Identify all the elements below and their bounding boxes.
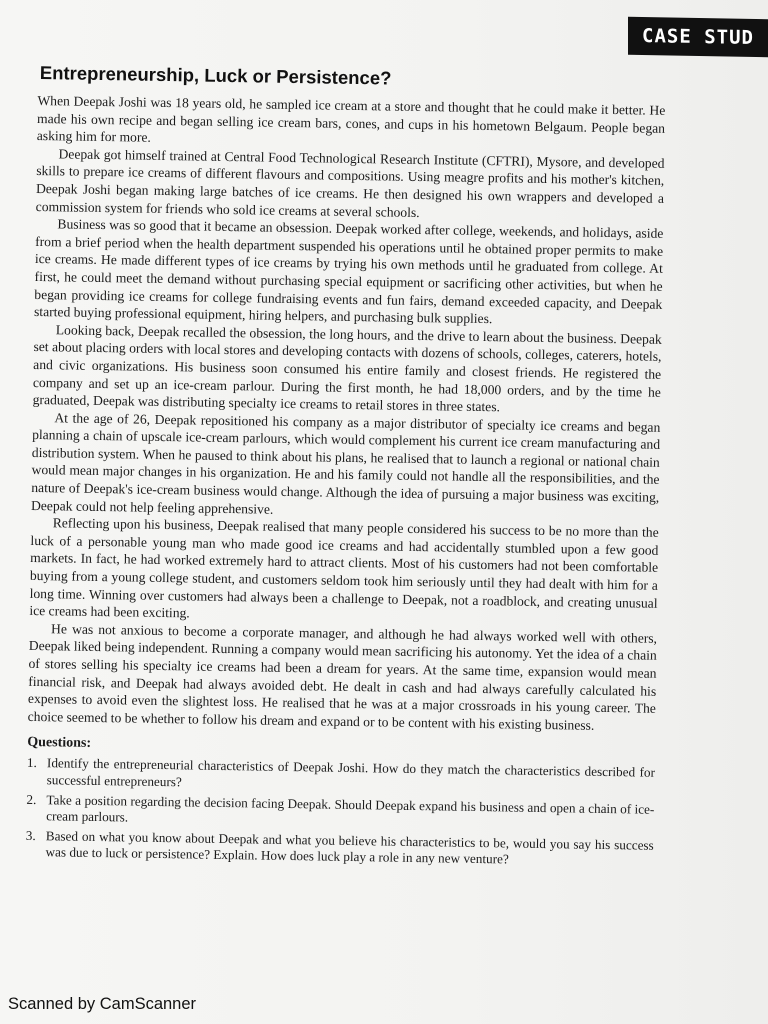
paragraph: Deepak got himself trained at Central Food Technological Research Institute (CFTRI), Mysore, and developed skills to prepare ice creams of different flavours and compositions. Using meagre profits and his mother's kitchen, Deepak Joshi began making large batches of ice creams. He then designed his own wrappers and developed a commission system for friends who sold ice creams at several schools. <box>35 146 665 220</box>
question-item <box>25 828 653 871</box>
case-study-content <box>25 62 666 874</box>
questions-heading: Questions: <box>27 735 92 752</box>
question-number: 1. <box>26 755 37 771</box>
scanner-watermark: Scanned by CamScanner <box>8 995 197 1013</box>
question-text: Identify the entrepreneurial characteristics of Deepak Joshi. How do they match the characteristics described for successful entrepreneurs? <box>46 755 656 790</box>
question-item <box>27 755 655 798</box>
paragraph: He was not anxious to become a corporate manager, and although he had always worked well with others, Deepak liked being independent. Running a company would mean sacrificing his autonomy. Yet the idea of a chain of stores selling his specialty ice creams had been a dream for years. At the same time, expansion would mean financial risk, and Deepak had always avoided debt. He dealt in cash and had always carefully calculated his expenses to avoid even the slightest loss. He realised that he was at a major crossroads in his young career. The choice seemed to be whether to follow his dream and expand or to be content with his existing business. <box>27 621 658 733</box>
question-item <box>26 791 654 834</box>
case-study-badge: CASE STUD <box>628 17 768 57</box>
question-number: 3. <box>25 827 36 843</box>
paragraph: Business was so good that it became an obsession. Deepak worked after college, weekends, and holidays, aside from a brief period when the health department suspended his operations until he obtained proper permits to make ice creams. He made different types of ice creams by trying his own methods until he graduated from college. At first, he could meet the demand without purchasing special equipment or sacrificing other activities, but when he began providing ice creams for college fundraising events and fun fairs, demand exceeded capacity, and Deepak started buying professional equipment, hiring helpers, and purchasing bulk supplies. <box>33 216 664 327</box>
question-text: Based on what you know about Deepak and what you believe his characteristics to be, would you say his success was due to luck or persistence? Explain. How does luck play a role in any new venture? <box>45 827 654 867</box>
case-body <box>28 92 666 735</box>
paragraph: Looking back, Deepak recalled the obsession, the long hours, and the drive to learn about the business. Deepak set about placing orders with local stores and developing contacts with dozens of schools, colleges, caterers, hotels, and civic organizations. His business soon consumed his entire family and closest friends. He registered the company and set up an ice-cream parlour. During the first month, he had 18,000 orders, and by the time he graduated, Deepak was distributing specialty ice creams to retail stores in three states. <box>32 322 662 415</box>
question-text: Take a position regarding the decision facing Deepak. Should Deepak expand his business and open a chain of ice-cream parlours. <box>46 791 655 825</box>
question-number: 2. <box>26 791 37 807</box>
case-title: Entrepreneurship, Luck or Persistence? <box>39 62 392 89</box>
paragraph: At the age of 26, Deepak repositioned his company as a major distributor of specialty ice creams and began planning a chain of upscale ice-cream parlours, which would complement his current ice cream manufacturing and distribution system. When he paused to think about his plans, he realised that to launch a regional or national chain would mean major changes in his organization. He and his family could not handle all the responsibilities, and the nature of Deepak's ice-cream business would change. Although the idea of pursuing a major business was exciting, Deepak could not help feeling apprehensive. <box>30 409 661 517</box>
questions-list <box>25 755 655 870</box>
paragraph: Reflecting upon his business, Deepak realised that many people considered his success to be no more than the luck of a personable young man who made good ice creams and had accidentally stumbled upon a few good markets. In fact, he had worked extremely hard to attract clients. Most of his customers had not been comfortable buying from a young college student, and customers seldom took him seriously until they had dealt with him for a long time. Winning over customers had always been a challenge to Deepak, not a roadblock, and creating unusual ice creams had been exciting. <box>29 515 659 621</box>
paragraph: When Deepak Joshi was 18 years old, he sampled ice cream at a store and thought that he could make it better. He made his own recipe and began selling ice cream bars, cones, and cups in his hometown Belgaum. People began asking him for more. <box>36 92 666 145</box>
questions-section <box>25 735 655 870</box>
